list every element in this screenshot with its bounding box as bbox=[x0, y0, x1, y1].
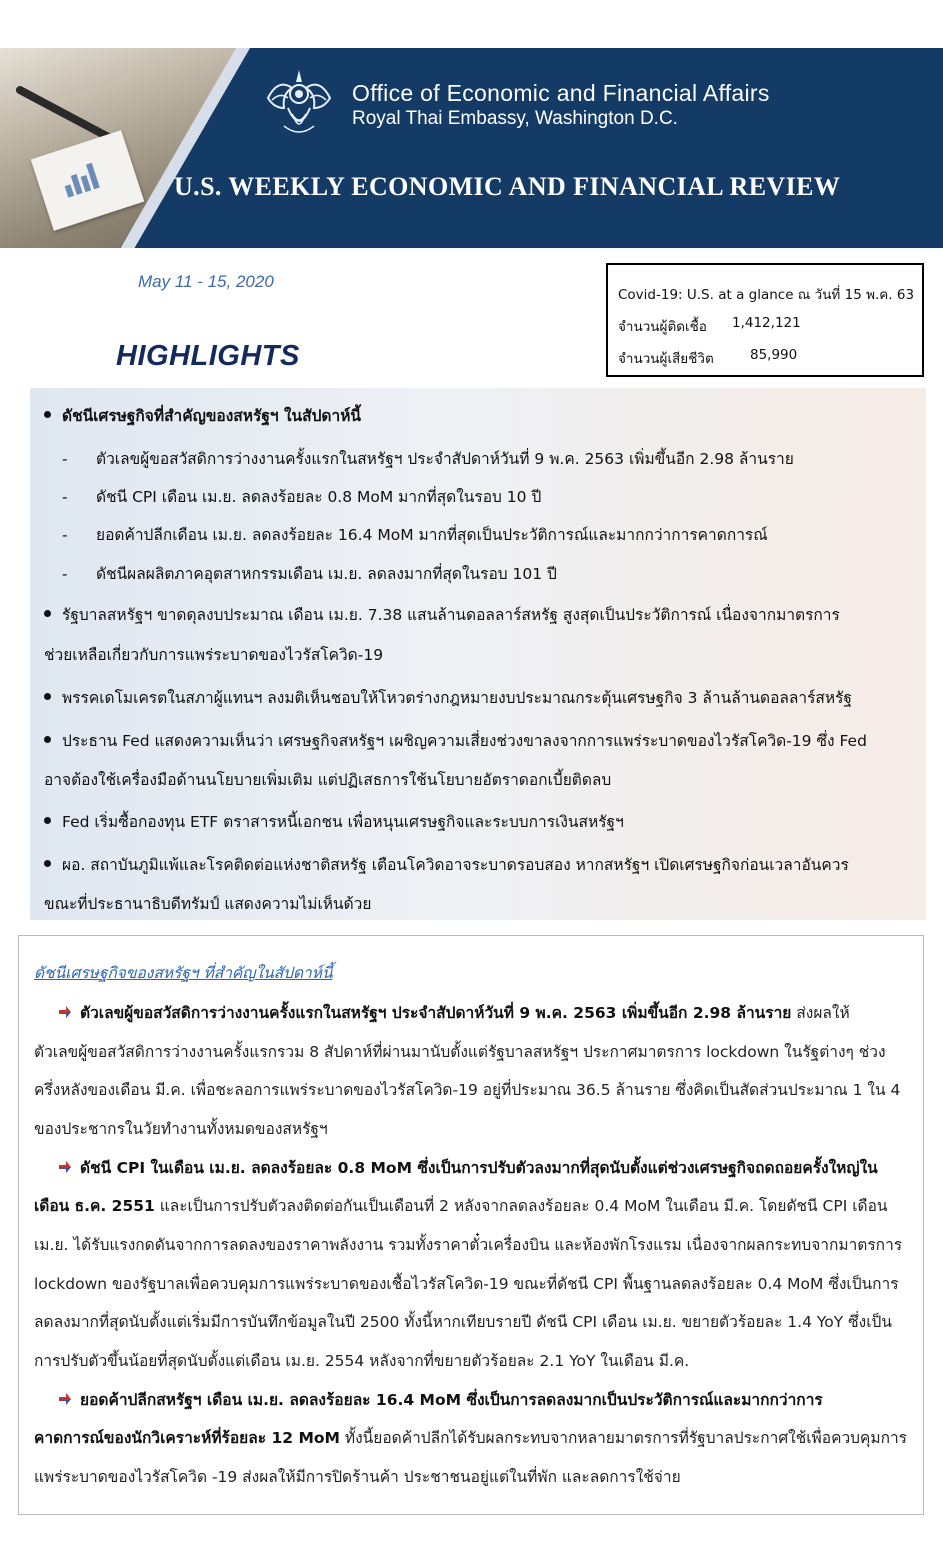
paragraph-line: ดัชนี CPI ในเดือน เม.ย. ลดลงร้อยละ 0.8 MoM ซึ่งเป็นการปรับตัวลงมากที่สุดนับตั้งแต่ช่วงเศรษฐกิจถดถอยครั้งใหญ่ใน bbox=[58, 1158, 878, 1178]
highlight-item-continued: อาจต้องใช้เครื่องมือด้านนโยบายเพิ่มเติม แต่ปฏิเสธการใช้นโยบายอัตราดอกเบี้ยติดลบ bbox=[44, 771, 612, 789]
garuda-emblem-icon bbox=[262, 64, 336, 138]
paragraph-line: แพร่ระบาดของไวรัสโควิด -19 ส่งผลให้มีการปิดร้านค้า ประชาชนอยู่แต่ในที่พัก และลดการใช้จ่าย bbox=[34, 1468, 681, 1486]
header-banner bbox=[0, 48, 943, 248]
bullet-icon bbox=[44, 411, 51, 418]
bullet-icon bbox=[44, 817, 51, 824]
paragraph-line: เดือน ธ.ค. 2551 และเป็นการปรับตัวลงติดต่อกันเป็นเดือนที่ 2 หลังจากลดลงร้อยละ 0.4 MoM ในเดือน มี.ค. โดยดัชนี CPI เดือน bbox=[34, 1197, 888, 1215]
bullet-icon bbox=[44, 736, 51, 743]
detail-title: ดัชนีเศรษฐกิจของสหรัฐฯ ที่สำคัญในสัปดาห์นี้ bbox=[34, 964, 333, 982]
paragraph-line: ตัวเลขผู้ขอสวัสดิการว่างงานครั้งแรกรวม 8 สัปดาห์ที่ผ่านมานับตั้งแต่รัฐบาลสหรัฐฯ ประกาศมาตรการ lockdown ในรัฐต่างๆ ช่วง bbox=[34, 1043, 886, 1061]
paragraph-line: คาดการณ์ของนักวิเคราะห์ที่ร้อยละ 12 MoM ทั้งนี้ยอดค้าปลีกได้รับผลกระทบจากหลายมาตรการที่รัฐบาลประกาศใช้เพื่อควบคุมการ bbox=[34, 1429, 907, 1447]
covid-title: Covid-19: U.S. at a glance ณ วันที่ 15 พ.ค. 63 bbox=[618, 287, 915, 303]
embassy-name: Royal Thai Embassy, Washington D.C. bbox=[352, 108, 678, 129]
covid-summary-box bbox=[606, 263, 924, 377]
highlight-item-continued: ช่วยเหลือเกี่ยวกับการแพร่ระบาดของไวรัสโควิด-19 bbox=[44, 646, 384, 664]
date-range: May 11 - 15, 2020 bbox=[138, 272, 274, 291]
infected-label: จำนวนผู้ติดเชื้อ bbox=[618, 319, 707, 335]
arrow-bullet-icon bbox=[58, 1160, 72, 1174]
highlight-subitem: - ยอดค้าปลีกเดือน เม.ย. ลดลงร้อยละ 16.4 MoM มากที่สุดเป็นประวัติการณ์และมากกว่าการคาดการณ์ bbox=[62, 526, 768, 544]
highlight-item: พรรคเดโมเครตในสภาผู้แทนฯ ลงมติเห็นชอบให้โหวตร่างกฎหมายงบประมาณกระตุ้นเศรษฐกิจ 3 ล้านล้านดอลลาร์สหรัฐ bbox=[44, 688, 852, 708]
paragraph-line: ลดลงมากที่สุดนับตั้งแต่เริ่มมีการบันทึกข้อมูลในปี 2500 ทั้งนี้หากเทียบรายปี ดัชนี CPI เดือน เม.ย. ขยายตัวร้อยละ 1.4 YoY ซึ่งเป็น bbox=[34, 1313, 892, 1331]
bullet-icon bbox=[44, 860, 51, 867]
deaths-label: จำนวนผู้เสียชีวิต bbox=[618, 351, 714, 367]
arrow-bullet-icon bbox=[58, 1005, 72, 1019]
paragraph-line: ยอดค้าปลีกสหรัฐฯ เดือน เม.ย. ลดลงร้อยละ 16.4 MoM ซึ่งเป็นการลดลงมากเป็นประวัติการณ์และมากกว่าการ bbox=[58, 1390, 823, 1410]
paragraph-line: ครึ่งหลังของเดือน มี.ค. เพื่อชะลอการแพร่ระบาดของไวรัสโควิด-19 อยู่ที่ประมาณ 36.5 ล้านราย ซึ่งคิดเป็นสัดส่วนประมาณ 1 ใน 4 bbox=[34, 1081, 901, 1099]
highlight-item: ดัชนีเศรษฐกิจที่สำคัญของสหรัฐฯ ในสัปดาห์นี้ bbox=[44, 406, 361, 426]
infected-value: 1,412,121 bbox=[732, 315, 801, 331]
highlight-item: Fed เริ่มซื้อกองทุน ETF ตราสารหนี้เอกชน เพื่อหนุนเศรษฐกิจและระบบการเงินสหรัฐฯ bbox=[44, 812, 624, 832]
paragraph-line: ตัวเลขผู้ขอสวัสดิการว่างงานครั้งแรกในสหรัฐฯ ประจำสัปดาห์วันที่ 9 พ.ค. 2563 เพิ่มขึ้นอีก 2.98 ล้านราย ส่งผลให้ bbox=[58, 1003, 850, 1023]
paragraph-line: ของประชากรในวัยทำงานทั้งหมดของสหรัฐฯ bbox=[34, 1120, 328, 1138]
highlight-subitem: - ตัวเลขผู้ขอสวัสดิการว่างงานครั้งแรกในสหรัฐฯ ประจำสัปดาห์วันที่ 9 พ.ค. 2563 เพิ่มขึ้นอีก 2.98 ล้านราย bbox=[62, 450, 794, 468]
paragraph-line: lockdown ของรัฐบาลเพื่อควบคุมการแพร่ระบาดของเชื้อไวรัสโควิด-19 ขณะที่ดัชนี CPI พื้นฐานลดลงร้อยละ 0.4 MoM ซึ่งเป็นการ bbox=[34, 1275, 899, 1293]
arrow-bullet-icon bbox=[58, 1392, 72, 1406]
highlight-item: ผอ. สถาบันภูมิแพ้และโรคติดต่อแห่งชาติสหรัฐ เตือนโควิดอาจระบาดรอบสอง หากสหรัฐฯ เปิดเศรษฐกิจก่อนเวลาอันควร bbox=[44, 855, 849, 875]
highlights-title: HIGHLIGHTS bbox=[116, 340, 300, 372]
highlight-item-continued: ขณะที่ประธานาธิบดีทรัมป์ แสดงความไม่เห็นด้วย bbox=[44, 895, 372, 913]
review-title: U.S. WEEKLY ECONOMIC AND FINANCIAL REVIEW bbox=[174, 172, 841, 201]
paragraph-line: เม.ย. ได้รับแรงกดดันจากการลดลงของราคาพลังงาน รวมทั้งราคาตั๋วเครื่องบิน และห้องพักโรงแรม เนื่องจากผลกระทบจากมาตรการ bbox=[34, 1236, 903, 1254]
pen-image bbox=[15, 85, 116, 144]
bullet-icon bbox=[44, 610, 51, 617]
highlight-subitem: - ดัชนี CPI เดือน เม.ย. ลดลงร้อยละ 0.8 MoM มากที่สุดในรอบ 10 ปี bbox=[62, 488, 542, 506]
bullet-icon bbox=[44, 693, 51, 700]
highlight-item: ประธาน Fed แสดงความเห็นว่า เศรษฐกิจสหรัฐฯ เผชิญความเสี่ยงช่วงขาลงจากการแพร่ระบาดของไวรัสโควิด-19 ซึ่ง Fed bbox=[44, 731, 867, 751]
highlight-subitem: - ดัชนีผลผลิตภาคอุตสาหกรรมเดือน เม.ย. ลดลงมากที่สุดในรอบ 101 ปี bbox=[62, 565, 557, 583]
paragraph-line: การปรับตัวขึ้นน้อยที่สุดนับตั้งแต่เดือน เม.ย. 2554 หลังจากที่ขยายตัวร้อยละ 2.1 YoY ในเดือน มี.ค. bbox=[34, 1352, 690, 1370]
deaths-value: 85,990 bbox=[750, 347, 798, 363]
highlight-item: รัฐบาลสหรัฐฯ ขาดดุลงบประมาณ เดือน เม.ย. 7.38 แสนล้านดอลลาร์สหรัฐ สูงสุดเป็นประวัติการณ์ เนื่องจากมาตรการ bbox=[44, 605, 840, 625]
office-name: Office of Economic and Financial Affairs bbox=[352, 80, 770, 106]
